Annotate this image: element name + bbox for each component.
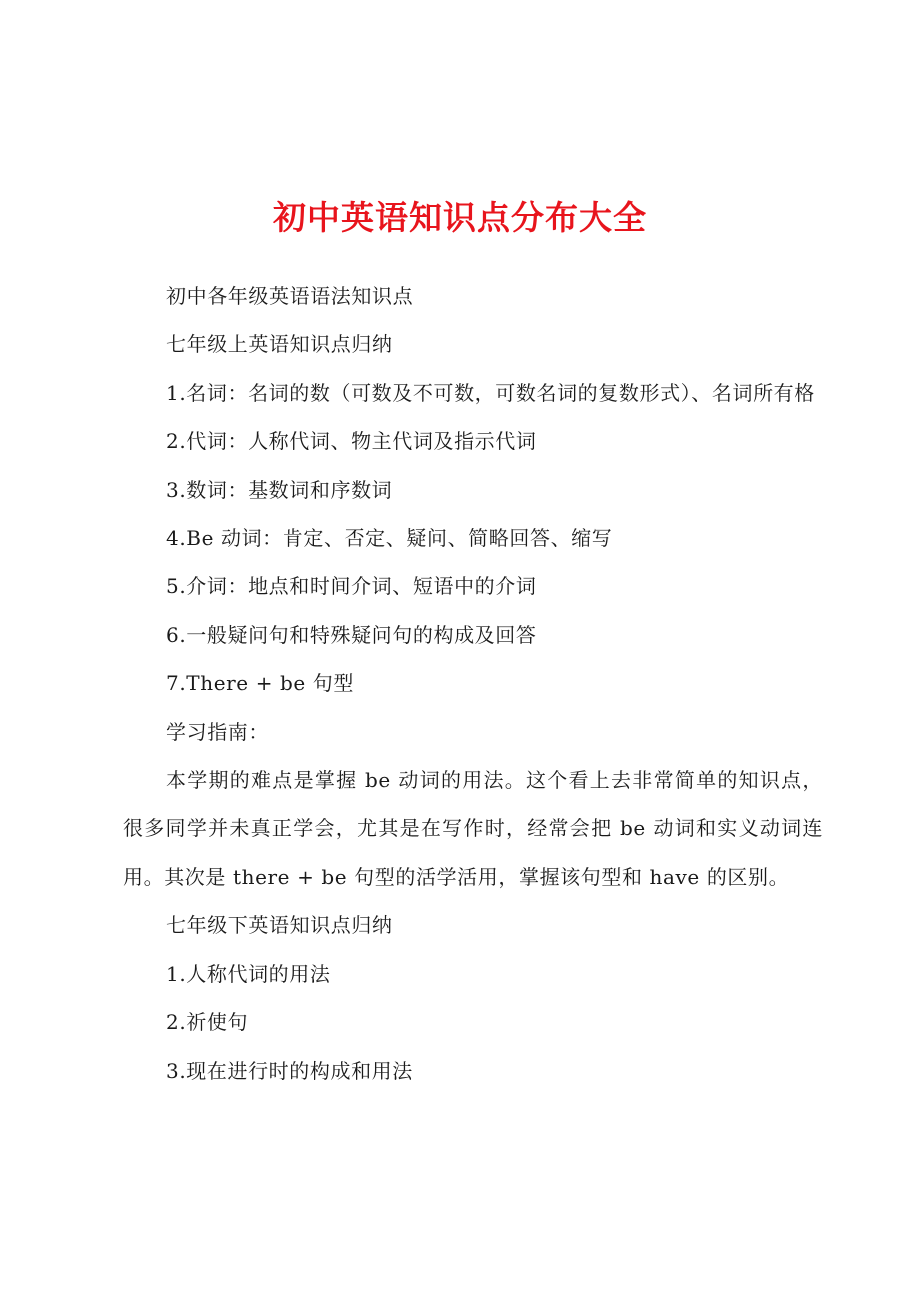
paragraph-item-imperatives: 2.祈使句 xyxy=(166,1010,249,1035)
paragraph-item-present-progressive: 3.现在进行时的构成和用法 xyxy=(166,1058,413,1083)
paragraph-grade7-second-heading: 七年级下英语知识点归纳 xyxy=(166,913,393,938)
document-body xyxy=(123,272,823,1095)
paragraph-item-be-verbs: 4.Be 动词：肯定、否定、疑问、简略回答、缩写 xyxy=(166,526,613,551)
paragraph-item-questions: 6.一般疑问句和特殊疑问句的构成及回答 xyxy=(166,622,537,647)
paragraph-item-prepositions: 5.介词：地点和时间介词、短语中的介词 xyxy=(166,574,537,599)
paragraph-grade7-first-heading: 七年级上英语知识点归纳 xyxy=(166,332,393,357)
paragraph-study-guide-heading: 学习指南： xyxy=(166,719,269,744)
paragraph-item-pronouns: 2.代词：人称代词、物主代词及指示代词 xyxy=(166,429,537,454)
document-title: 初中英语知识点分布大全 xyxy=(273,198,647,237)
paragraph-study-guide-text: 本学期的难点是掌握 be 动词的用法。这个看上去非常简单的知识点，很多同学并未真正学会，尤其是在写作时，经常会把 be 动词和实义动词连用。其次是 there + be 句型的活学活用，掌握该句型和 have 的区别。 xyxy=(123,768,823,889)
paragraph-item-numerals: 3.数词：基数词和序数词 xyxy=(166,477,393,502)
paragraph-item-personal-pronouns: 1.人称代词的用法 xyxy=(166,961,331,986)
paragraph-item-there-be: 7.There + be 句型 xyxy=(166,671,355,696)
paragraph-item-nouns: 1.名词：名词的数（可数及不可数，可数名词的复数形式）、名词所有格 xyxy=(166,380,815,405)
paragraph-grade-overview: 初中各年级英语语法知识点 xyxy=(166,284,414,308)
